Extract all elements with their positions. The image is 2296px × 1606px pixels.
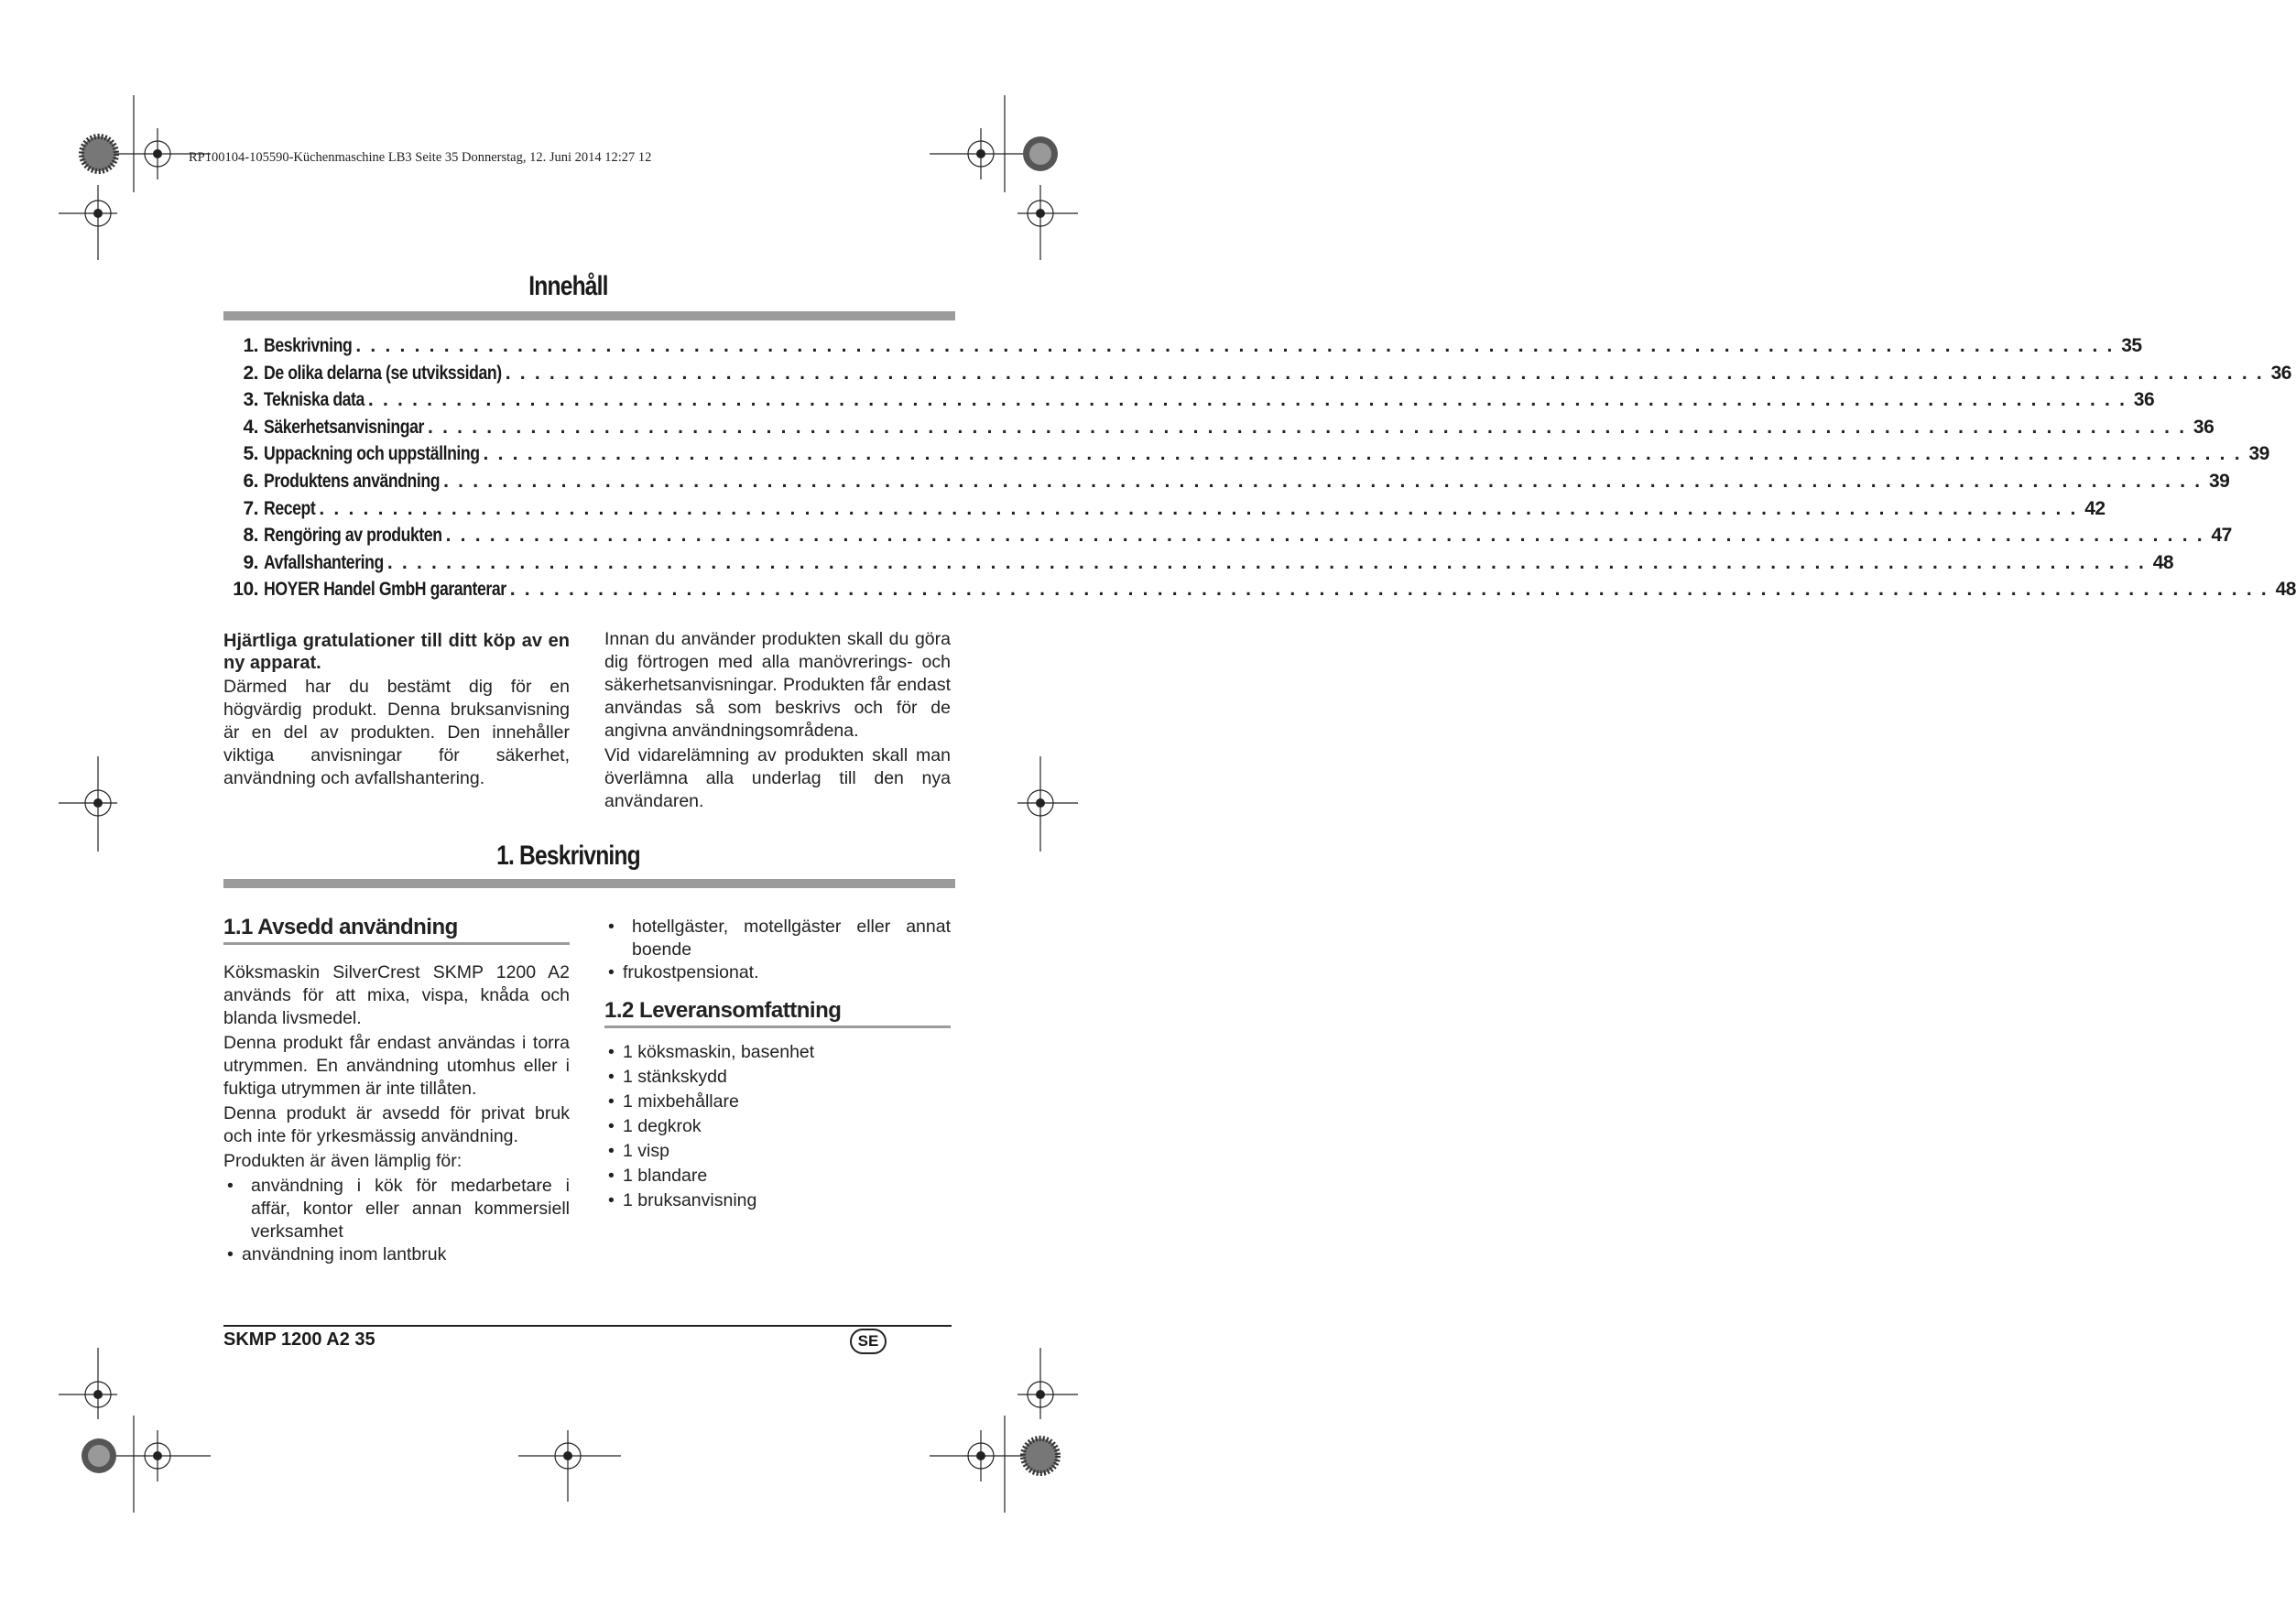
- suitable-for-list: [223, 1175, 570, 1266]
- footer-model-page: SKMP 1200 A2 35: [223, 1329, 375, 1350]
- intro-left-text: Därmed har du bestämt dig för en högvärdig produkt. Denna bruksanvisning är en del av produkten. Den innehåller viktiga anvisningar för säkerhet, användning och avfallshantering.: [223, 677, 570, 788]
- toc-page-number: 36: [2270, 362, 2291, 384]
- toc-number: 8.: [243, 525, 258, 547]
- list-item: • 1 visp: [604, 1140, 951, 1163]
- toc-label: Tekniska data: [264, 389, 365, 411]
- print-header: RP100104-105590-Küchenmaschine LB3 Seite 35 Donnerstag, 12. Juni 2014 12:27 12: [189, 150, 652, 165]
- toc-row: [223, 579, 2296, 606]
- toc-leader: . . . . . . . . . . . . . . . . . . . . . . . . . . . . . . . . . . . . . . . . . . . . . . . . . . . . . . . . . . . . . . . . . . . . . . . . . . . . . . . . . . . . . . . . . . . . . . . . . . . . . . . . . . . . . . . . . . . . . . . .: [367, 389, 2127, 411]
- toc-label: Avfallshantering: [264, 551, 384, 573]
- toc-label: Recept: [264, 497, 316, 519]
- toc-number: 10.: [233, 579, 258, 601]
- toc-page-number: 48: [2152, 551, 2174, 573]
- intended-use-p4: Produkten är även lämplig för:: [223, 1151, 462, 1171]
- language-badge: SE: [850, 1329, 887, 1354]
- toc-row: [223, 389, 2155, 417]
- toc-row: [223, 416, 2214, 444]
- intro-right-paragraph-1: Innan du använder produkten skall du göra dig förtrogen med alla manövrerings- och säkerhetsanvisningar. Produkten får endast användas så som beskrivs och för de angivna användningsområdena.: [604, 629, 951, 741]
- section-rule: [223, 879, 955, 888]
- intro-heading: Hjärtliga gratulationer till ditt köp av en ny apparat.: [223, 631, 570, 673]
- subsection-rule: [604, 1025, 951, 1028]
- toc-page-number: 39: [2248, 443, 2269, 465]
- toc-number: 9.: [243, 551, 258, 573]
- toc-leader: . . . . . . . . . . . . . . . . . . . . . . . . . . . . . . . . . . . . . . . . . . . . . . . . . . . . . . . . . . . . . . . . . . . . . . . . . . . . . . . . . . . . . . . . . . . . . . . . . . . . . . . . . . . . . . . . . . . . . . . .: [443, 470, 2203, 492]
- toc-page-number: 36: [2133, 389, 2155, 411]
- subsection-title-intended-use: 1.1 Avsedd användning: [223, 915, 458, 939]
- toc-page-number: 35: [2121, 335, 2142, 356]
- toc-leader: . . . . . . . . . . . . . . . . . . . . . . . . . . . . . . . . . . . . . . . . . . . . . . . . . . . . . . . . . . . . . . . . . . . . . . . . . . . . . . . . . . . . . . . . . . . . . . . . . . . . . . . . . . . . . . . . . . . . . . . .: [509, 579, 2269, 601]
- intended-use-p3: Denna produkt är avsedd för privat bruk och inte för yrkesmässig användning.: [223, 1103, 570, 1146]
- toc-label: Rengöring av produkten: [264, 525, 442, 547]
- list-item: • 1 blandare: [604, 1165, 951, 1188]
- list-item: • 1 degkrok: [604, 1115, 951, 1138]
- subsection-title-delivery: 1.2 Leveransomfattning: [604, 998, 842, 1023]
- list-item: • 1 stänkskydd: [604, 1066, 951, 1089]
- section-title: 1. Beskrivning: [496, 841, 640, 871]
- list-item: • frukostpensionat.: [604, 961, 951, 984]
- list-item: • användning inom lantbruk: [223, 1243, 570, 1266]
- list-item: • 1 köksmaskin, basenhet: [604, 1041, 951, 1064]
- toc-page-number: 39: [2208, 470, 2230, 492]
- toc-row: [223, 335, 2142, 363]
- toc-leader: . . . . . . . . . . . . . . . . . . . . . . . . . . . . . . . . . . . . . . . . . . . . . . . . . . . . . . . . . . . . . . . . . . . . . . . . . . . . . . . . . . . . . . . . . . . . . . . . . . . . . . . . . . . . . . . . . . . . . . . .: [319, 497, 2078, 519]
- toc-page-number: 48: [2275, 579, 2296, 601]
- toc-row: [223, 470, 2230, 498]
- toc-leader: . . . . . . . . . . . . . . . . . . . . . . . . . . . . . . . . . . . . . . . . . . . . . . . . . . . . . . . . . . . . . . . . . . . . . . . . . . . . . . . . . . . . . . . . . . . . . . . . . . . . . . . . . . . . . . . . . . . . . . . .: [505, 362, 2264, 384]
- toc-page-number: 42: [2084, 497, 2106, 519]
- toc-row: [223, 443, 2269, 471]
- toc-label: Uppackning och uppställning: [264, 443, 480, 465]
- intro-left-column: [223, 630, 570, 792]
- table-of-contents: [223, 335, 2296, 606]
- list-item: • 1 mixbehållare: [604, 1091, 951, 1113]
- toc-row: [223, 551, 2174, 580]
- delivery-list: [604, 1041, 951, 1212]
- toc-leader: . . . . . . . . . . . . . . . . . . . . . . . . . . . . . . . . . . . . . . . . . . . . . . . . . . . . . . . . . . . . . . . . . . . . . . . . . . . . . . . . . . . . . . . . . . . . . . . . . . . . . . . . . . . . . . . . . . . . . . . .: [386, 551, 2147, 573]
- toc-row: [223, 362, 2291, 390]
- crop-marks: [0, 0, 1137, 1606]
- list-item: • hotellgäster, motellgäster eller annat boende: [604, 916, 951, 961]
- toc-label: Beskrivning: [264, 335, 353, 356]
- toc-number: 7.: [243, 497, 258, 519]
- toc-label: De olika delarna (se utvikssidan): [264, 362, 502, 384]
- toc-leader: . . . . . . . . . . . . . . . . . . . . . . . . . . . . . . . . . . . . . . . . . . . . . . . . . . . . . . . . . . . . . . . . . . . . . . . . . . . . . . . . . . . . . . . . . . . . . . . . . . . . . . . . . . . . . . . . . . . . . . . .: [445, 525, 2204, 547]
- subsection-rule: [223, 942, 570, 945]
- intended-use-p1: Köksmaskin SilverCrest SKMP 1200 A2 används för att mixa, vispa, knåda och blanda livsmedel.: [223, 962, 570, 1028]
- contents-title: Innehåll: [528, 271, 608, 301]
- toc-number: 5.: [243, 443, 258, 465]
- toc-page-number: 36: [2193, 416, 2214, 438]
- toc-number: 3.: [243, 389, 258, 411]
- toc-row: [223, 525, 2232, 552]
- contents-rule: [223, 311, 955, 320]
- list-item: • 1 bruksanvisning: [604, 1189, 951, 1212]
- intro-right-column: [604, 628, 951, 815]
- footer-rule: [223, 1325, 952, 1327]
- toc-label: HOYER Handel GmbH garanterar: [264, 579, 506, 601]
- list-item: • användning i kök för medarbetare i affär, kontor eller annan kommersiell verksamhet: [223, 1175, 570, 1243]
- toc-row: [223, 497, 2106, 526]
- section-right-column: [604, 916, 951, 1214]
- toc-number: 6.: [243, 470, 258, 492]
- intended-use-p2: Denna produkt får endast användas i torra utrymmen. En användning utomhus eller i fuktiga utrymmen är inte tillåten.: [223, 1033, 570, 1099]
- toc-number: 1.: [243, 335, 258, 356]
- toc-number: 2.: [243, 362, 258, 384]
- suitable-for-list-continued: [604, 916, 951, 984]
- toc-leader: . . . . . . . . . . . . . . . . . . . . . . . . . . . . . . . . . . . . . . . . . . . . . . . . . . . . . . . . . . . . . . . . . . . . . . . . . . . . . . . . . . . . . . . . . . . . . . . . . . . . . . . . . . . . . . . . . . . . . . . .: [483, 443, 2242, 465]
- toc-leader: . . . . . . . . . . . . . . . . . . . . . . . . . . . . . . . . . . . . . . . . . . . . . . . . . . . . . . . . . . . . . . . . . . . . . . . . . . . . . . . . . . . . . . . . . . . . . . . . . . . . . . . . . . . . . . . . . . . . . . . .: [355, 335, 2115, 356]
- toc-number: 4.: [243, 416, 258, 438]
- toc-leader: . . . . . . . . . . . . . . . . . . . . . . . . . . . . . . . . . . . . . . . . . . . . . . . . . . . . . . . . . . . . . . . . . . . . . . . . . . . . . . . . . . . . . . . . . . . . . . . . . . . . . . . . . . . . . . . . . . . . . . . .: [428, 416, 2187, 438]
- intro-right-paragraph-2: Vid vidarelämning av produkten skall man överlämna alla underlag till den nya användaren.: [604, 745, 951, 811]
- toc-label: Säkerhetsanvisningar: [264, 416, 424, 438]
- toc-label: Produktens användning: [264, 470, 441, 492]
- section-left-column: [223, 916, 570, 1266]
- toc-page-number: 47: [2211, 525, 2232, 547]
